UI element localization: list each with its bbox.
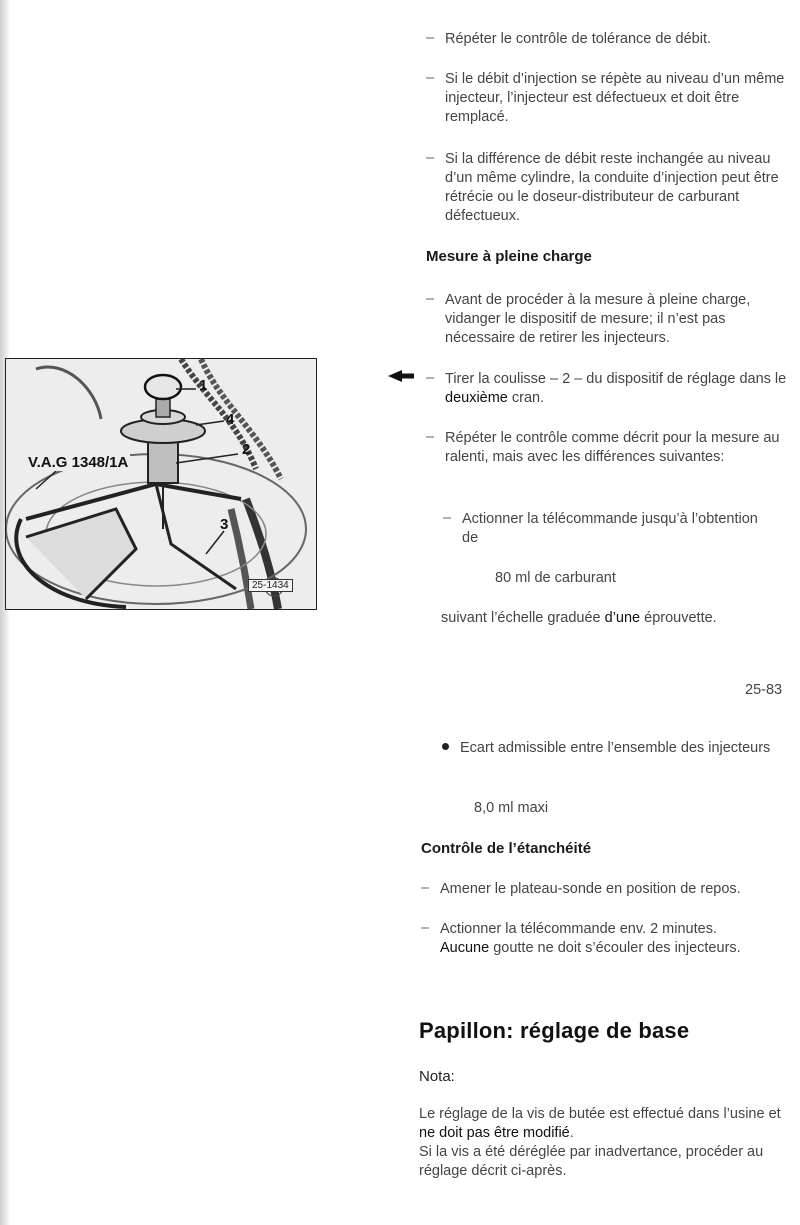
callout-2: 2 [242, 441, 251, 458]
list-dash: – [426, 30, 435, 46]
list-dash: – [426, 429, 435, 445]
page-binding-edge [0, 0, 10, 1225]
list-item-actuate-2min: Actionner la télécommande env. 2 minutes. Aucune goutte ne doit s’écouler des injecteurs. [440, 921, 741, 956]
list-dash: – [421, 920, 430, 936]
list-item-before-measure: Avant de procéder à la mesure à pleine charge, vidanger le dispositif de mesure; il n’est pas nécessaire de retirer les injecteurs. [445, 292, 751, 346]
scale-instruction: suivant l’échelle graduée d’une éprouvette. [441, 610, 717, 626]
list-dash: – [421, 880, 430, 896]
figure-reference: 25-1434 [248, 579, 293, 592]
page-number: 25-83 [745, 682, 783, 698]
list-item-pull-slide: Tirer la coulisse – 2 – du dispositif de réglage dans le deuxième cran. [445, 371, 787, 406]
list-item-repeat-idle: Répéter le contrôle comme décrit pour la mesure au ralenti, mais avec les différences suivantes: [445, 430, 780, 465]
list-dash: – [426, 70, 435, 86]
section-heading-full-load: Mesure à pleine charge [426, 248, 592, 265]
throttle-paragraph: Le réglage de la vis de butée est effectué dans l’usine et ne doit pas être modifié. Si la vis a été déréglée par inadvertance, procéder au réglage décrit ci-après. [419, 1106, 781, 1179]
tool-label: V.A.G 1348/1A [28, 454, 129, 471]
callout-1: 1 [199, 377, 208, 394]
list-item-repeat-check: Répéter le contrôle de tolérance de débit. [445, 31, 712, 47]
section-heading-leak-check: Contrôle de l’étanchéité [421, 840, 592, 857]
callout-3: 3 [220, 516, 229, 533]
list-item-same-cylinder: Si la différence de débit reste inchangée au niveau d’un même cylindre, la conduite d’injection peut être rétrécie ou le doseur-distributeur de carburant défectueux. [445, 151, 779, 224]
list-dash: – [426, 370, 435, 386]
arrow-pointer-icon [388, 370, 416, 382]
deviation-value: 8,0 ml maxi [474, 800, 549, 816]
list-item-same-injector: Si le débit d’injection se répète au niveau d’un même injecteur, l’injecteur est défectueux et doit être remplacé. [445, 71, 785, 125]
list-dash: – [443, 510, 452, 526]
list-dash: – [426, 291, 435, 307]
list-item-move-plate: Amener le plateau-sonde en position de repos. [440, 881, 741, 897]
section-heading-throttle: Papillon: réglage de base [419, 1018, 690, 1043]
callout-4: 4 [226, 411, 235, 428]
adjustment-device-figure [5, 358, 317, 610]
bullet-icon [442, 743, 449, 750]
adjustment-device-illustration [6, 359, 316, 609]
list-item-actuate-remote: Actionner la télécommande jusqu’à l’obtention de [462, 511, 758, 546]
list-dash: – [426, 150, 435, 166]
deviation-text: Ecart admissible entre l’ensemble des injecteurs [460, 740, 771, 756]
fuel-amount-value: 80 ml de carburant [495, 570, 616, 586]
nota-label: Nota: [419, 1068, 455, 1085]
